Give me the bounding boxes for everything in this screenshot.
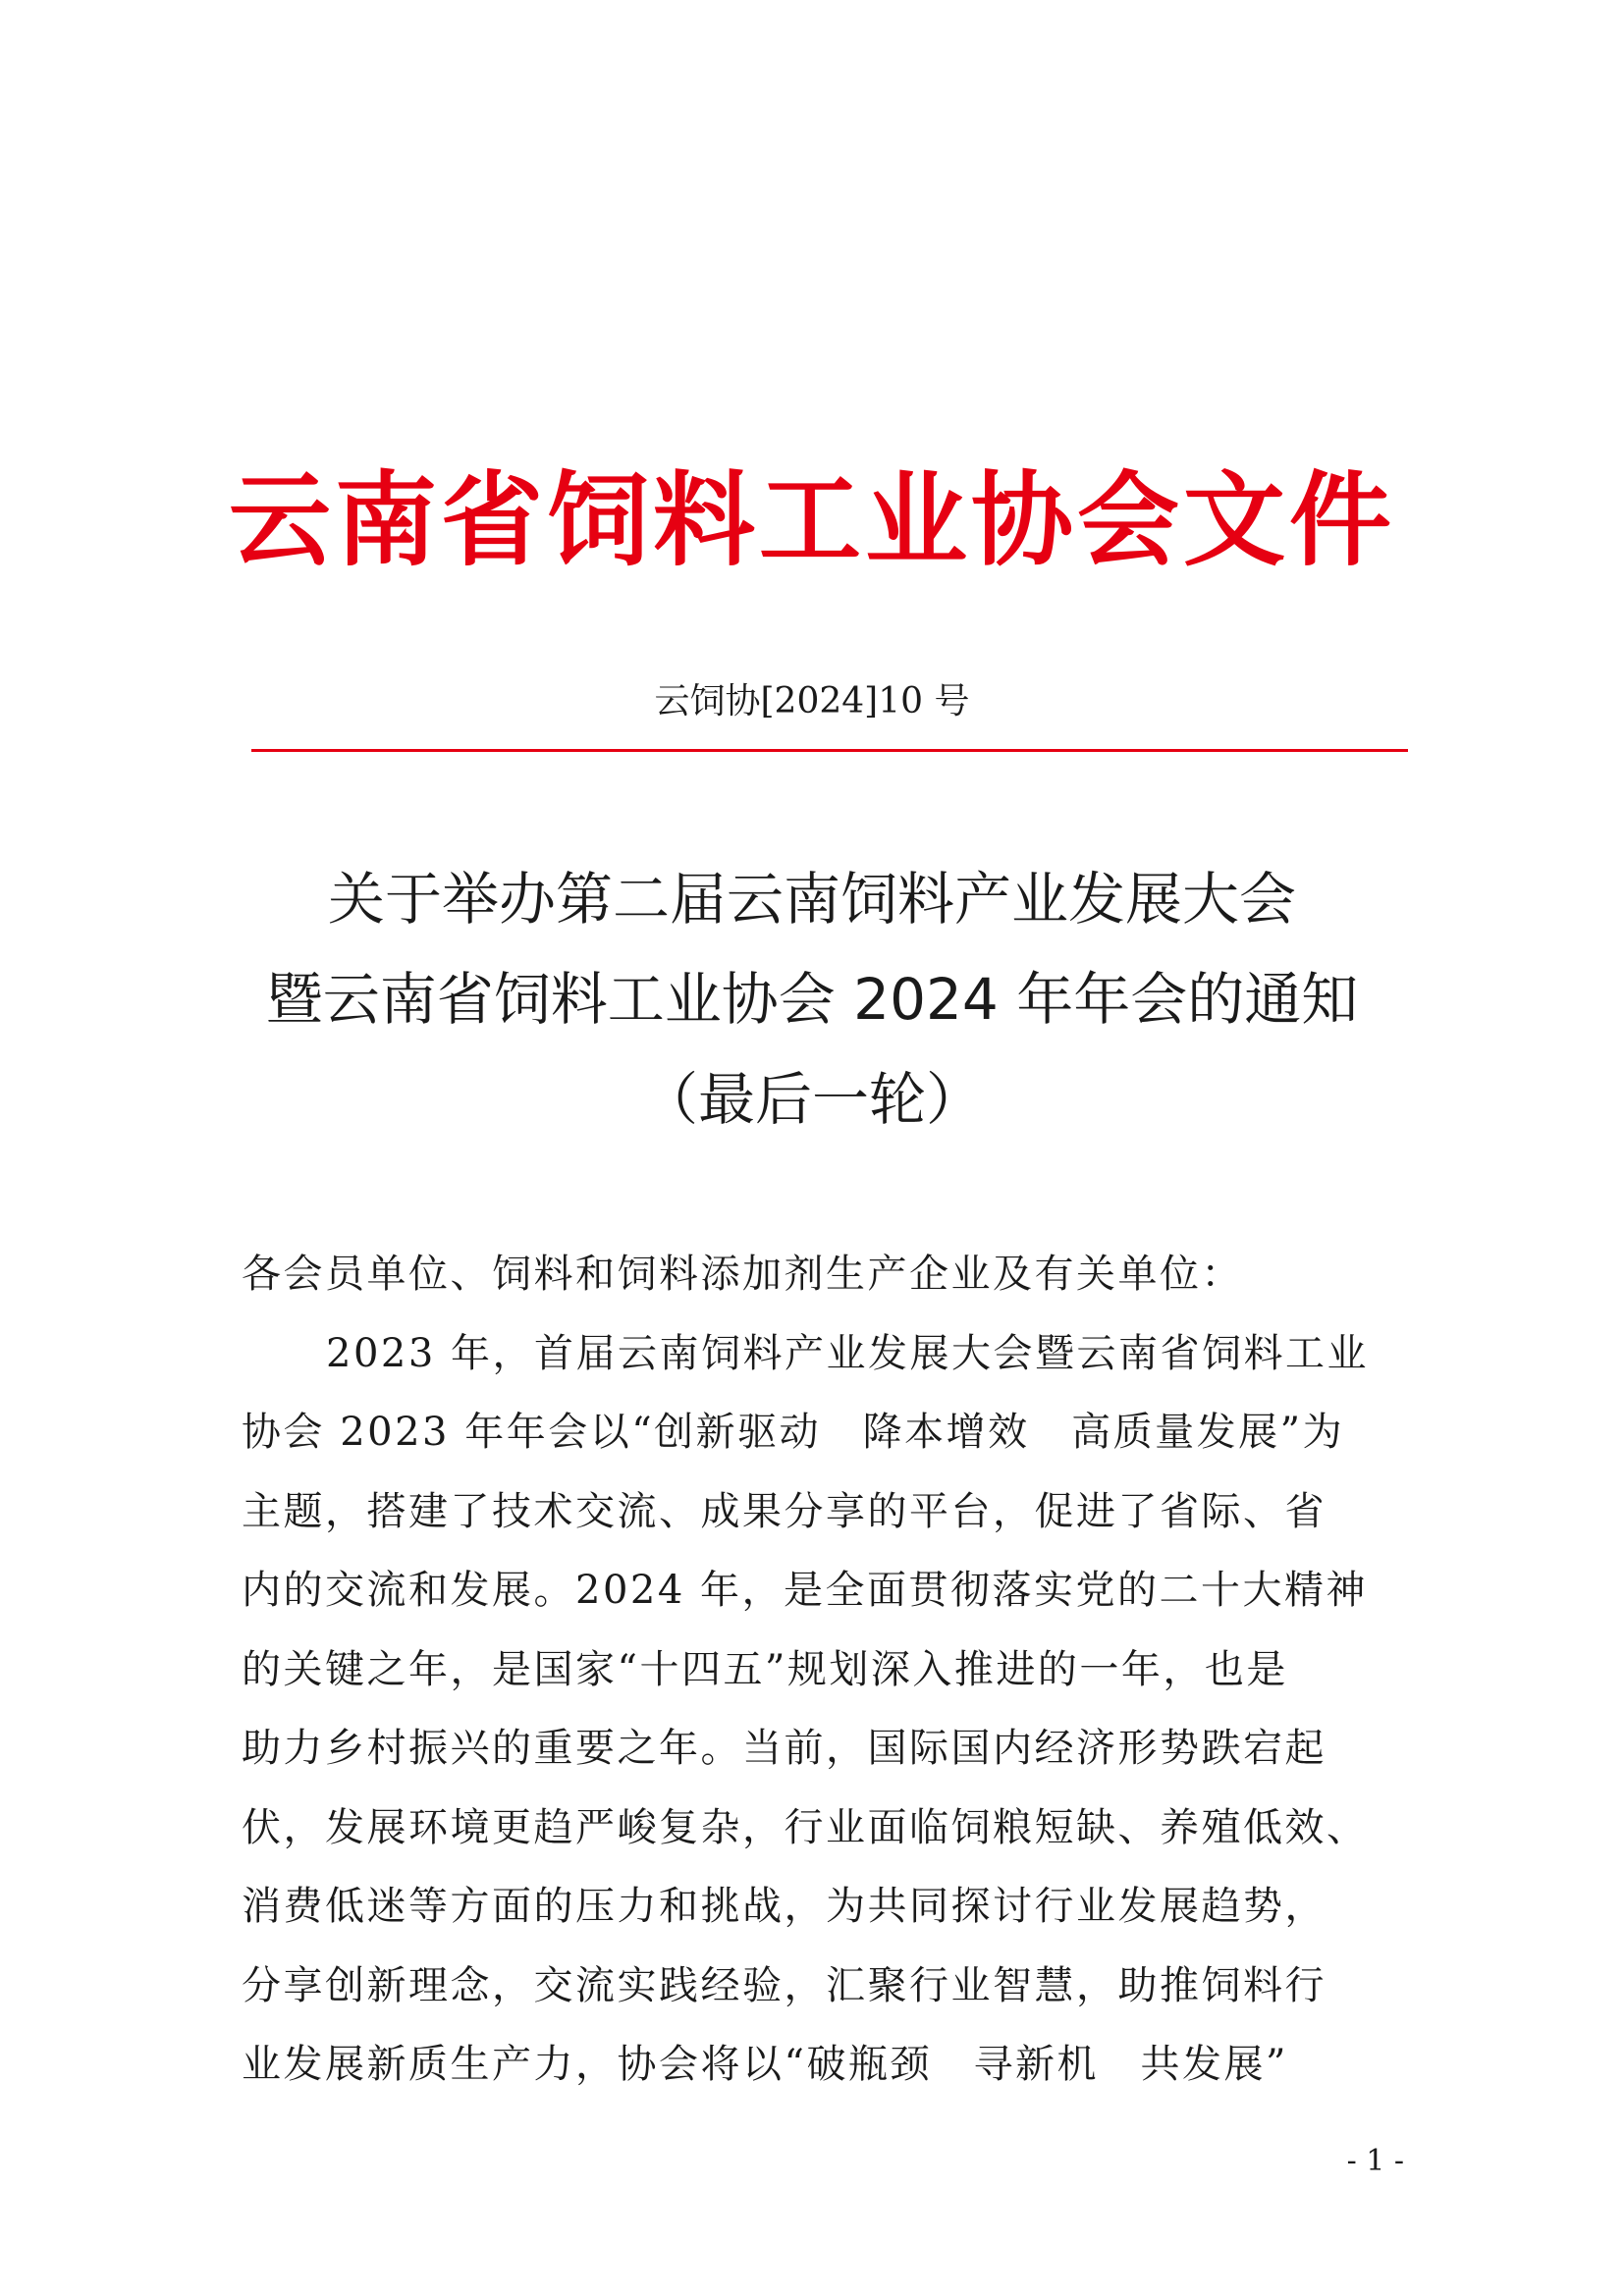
notice-body	[242, 1235, 1392, 2105]
org-document-header: 云南省饲料工业协会文件	[228, 459, 1395, 580]
notice-title	[0, 849, 1624, 1149]
paragraph-line: 助力乡村振兴的重要之年。当前，国际国内经济形势跌宕起	[242, 1726, 1326, 1771]
title-line-1: 关于举办第二届云南饲料产业发展大会	[327, 866, 1296, 933]
page-number: - 1 -	[1346, 2144, 1404, 2178]
paragraph-line: 主题，搭建了技术交流、成果分享的平台，促进了省际、省	[242, 1488, 1326, 1534]
paragraph-line: 分享创新理念，交流实践经验，汇聚行业智慧，助推饲料行	[242, 1962, 1326, 2008]
salutation: 各会员单位、饲料和饲料添加剂生产企业及有关单位：	[242, 1252, 1243, 1297]
paragraph-line: 内的交流和发展。2024 年，是全面贯彻落实党的二十大精神	[242, 1568, 1369, 1613]
paragraph-line: 伏，发展环境更趋严峻复杂，行业面临饲粮短缺、养殖低效、	[242, 1804, 1369, 1850]
paragraph-line: 消费低迷等方面的压力和挑战，为共同探讨行业发展趋势，	[242, 1884, 1326, 1929]
paragraph-line: 的关键之年，是国家“十四五”规划深入推进的一年，也是	[242, 1646, 1288, 1692]
title-line-3: （最后一轮）	[640, 1066, 983, 1133]
paragraph-line: 协会 2023 年年会以“创新驱动 降本增效 高质量发展”为	[242, 1410, 1345, 1455]
title-line-2: 暨云南省饲料工业协会 2024 年年会的通知	[265, 966, 1359, 1033]
red-divider-rule	[251, 749, 1408, 752]
paragraph-line: 2023 年，首届云南饲料产业发展大会暨云南省饲料工业	[326, 1330, 1370, 1376]
document-number: 云饲协[2024]10 号	[654, 681, 970, 721]
paragraph-line: 业发展新质生产力，协会将以“破瓶颈 寻新机 共发展”	[242, 2042, 1288, 2087]
